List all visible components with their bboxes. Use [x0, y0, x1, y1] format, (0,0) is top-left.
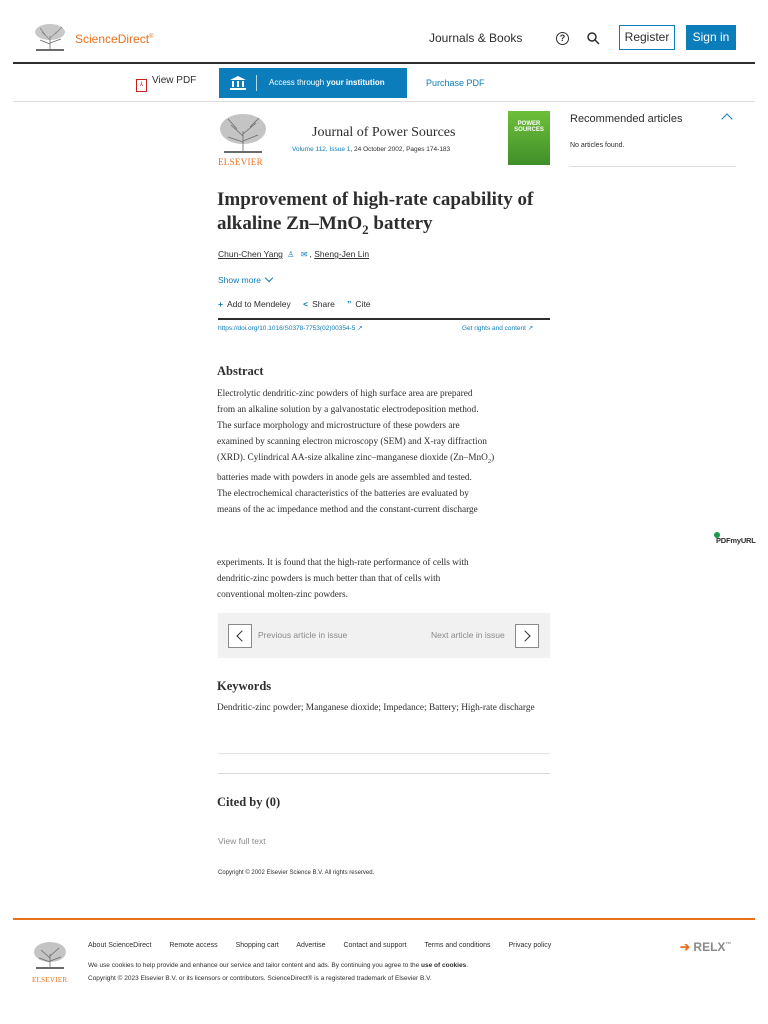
chevron-right-icon: [519, 630, 530, 641]
elsevier-tree-logo[interactable]: [32, 22, 68, 52]
section-divider: [218, 753, 550, 754]
keywords-heading: Keywords: [217, 679, 272, 693]
next-article-label[interactable]: Next article in issue: [431, 630, 505, 640]
recommended-divider: [569, 166, 736, 167]
volume-issue-link[interactable]: Volume 112, Issue 1: [292, 146, 351, 153]
chevron-left-icon: [236, 630, 247, 641]
recommended-articles-heading: Recommended articles: [570, 113, 683, 125]
footer-link-contact[interactable]: Contact and support: [343, 942, 407, 949]
footer-link-terms[interactable]: Terms and conditions: [424, 942, 491, 949]
author-link[interactable]: Chun-Chen Yang: [218, 249, 283, 259]
pdfmyurl-badge[interactable]: PDFmyURL: [714, 532, 756, 545]
cited-by-heading: Cited by (0): [217, 795, 281, 809]
previous-article-button[interactable]: [228, 624, 252, 648]
search-icon[interactable]: [587, 32, 600, 45]
abstract-text: Electrolytic dendritic-zinc powders of high surface area are prepared from an alkaline solution by a galvanostatic electrodeposition method. The surface morphology and microstructure of these powders are examined by scanning electron microscopy (SEM) and X-ray diffraction (XRD). Cylindrical AA-size alkaline zinc–manganese dioxide (Zn–MnO$_2$) batteries made with powders in anode gels are assembled and tested. The electrochemical characteristics of the batteries are evaluated by means of the ac impedance method and the constant-current discharge: [217, 389, 495, 515]
cite-button[interactable]: ” Cite: [347, 299, 371, 309]
footer-link-about[interactable]: About ScienceDirect: [88, 942, 152, 949]
footer-divider: [13, 918, 755, 920]
sign-in-button[interactable]: Sign in: [686, 25, 736, 50]
pdf-icon: ⅄: [136, 79, 147, 92]
elsevier-wordmark: ELSEVIER: [218, 157, 263, 167]
footer-links: [88, 942, 567, 949]
access-label: Access through your institution: [269, 78, 385, 87]
relx-logo[interactable]: ➔ RELX™: [680, 940, 732, 954]
header-divider: [13, 62, 755, 64]
email-icon[interactable]: ✉: [300, 250, 308, 259]
article-header-divider: [218, 318, 550, 320]
footer-copyright: Copyright © 2023 Elsevier B.V. or its licensors or contributors. ScienceDirect® is a registered trademark of Elsevier B.V.: [88, 975, 432, 982]
get-rights-link[interactable]: Get rights and content ↗: [462, 325, 534, 332]
quote-icon: ”: [347, 299, 352, 309]
share-button[interactable]: < Share: [303, 299, 335, 309]
button-separator: [256, 75, 257, 91]
elsevier-tree-logo[interactable]: [218, 111, 268, 155]
keywords-list: Dendritic-zinc powder; Manganese dioxide; Impedance; Battery; High-rate discharge: [217, 703, 535, 713]
external-link-icon: ↗: [527, 325, 534, 332]
author-list: Chun-Chen Yang ♙ ✉ , Sheng-Jen Lin: [218, 249, 370, 259]
footer-link-shopping-cart[interactable]: Shopping cart: [235, 942, 279, 949]
register-button[interactable]: Register: [619, 25, 675, 50]
previous-article-label[interactable]: Previous article in issue: [258, 630, 348, 640]
view-full-text-link[interactable]: View full text: [218, 836, 266, 846]
relx-icon: ➔: [680, 940, 691, 954]
person-icon[interactable]: ♙: [287, 250, 295, 259]
article-copyright: Copyright © 2002 Elsevier Science B.V. All rights reserved.: [218, 870, 375, 876]
footer-link-privacy[interactable]: Privacy policy: [508, 942, 552, 949]
article-title: Improvement of high-rate capability of alkaline Zn–MnO$_2$ battery: [217, 189, 534, 237]
journal-cover-image[interactable]: POWER SOURCES: [508, 111, 550, 165]
add-to-mendeley-button[interactable]: + Add to Mendeley: [218, 299, 291, 309]
view-pdf-label: View PDF: [152, 75, 197, 86]
chevron-up-icon[interactable]: [721, 113, 732, 124]
share-icon: <: [303, 299, 309, 309]
sciencedirect-logo[interactable]: ScienceDirect®: [75, 32, 154, 46]
footer-link-remote-access[interactable]: Remote access: [169, 942, 218, 949]
elsevier-tree-logo[interactable]: [32, 940, 68, 970]
abstract-text-continued: experiments. It is found that the high-rate performance of cells with dendritic-zinc powders is much better than that of cells with conventional molten-zinc powders.: [217, 558, 469, 600]
show-more-button[interactable]: Show more: [218, 275, 272, 285]
article-actions: [218, 299, 381, 309]
chevron-down-icon: [265, 274, 273, 282]
cookie-notice: We use cookies to help provide and enhance our service and tailor content and ads. By continuing you agree to the use of cookies.: [88, 962, 469, 969]
access-through-institution-button[interactable]: [219, 68, 407, 98]
view-pdf-link[interactable]: [136, 75, 196, 92]
institution-icon: [230, 76, 246, 90]
toolbar-divider: [13, 101, 755, 102]
external-link-icon: ↗: [357, 325, 363, 332]
elsevier-wordmark: ELSEVIER: [32, 976, 68, 984]
abstract-heading: Abstract: [217, 364, 264, 378]
question-circle-icon[interactable]: ?: [556, 32, 569, 45]
author-link[interactable]: Sheng-Jen Lin: [314, 249, 370, 259]
footer-link-advertise[interactable]: Advertise: [296, 942, 326, 949]
doi-link[interactable]: https://doi.org/10.1016/S0378-7753(02)00354-5 ↗: [218, 325, 363, 332]
no-articles-note: No articles found.: [570, 142, 625, 149]
issue-navigation: [218, 613, 550, 658]
journals-books-link[interactable]: Journals & Books: [429, 31, 523, 45]
next-article-button[interactable]: [515, 624, 539, 648]
journal-issue-info: Volume 112, Issue 1, 24 October 2002, Pages 174-183: [292, 146, 451, 153]
journal-title[interactable]: Journal of Power Sources: [312, 125, 456, 140]
section-divider: [218, 773, 550, 774]
plus-icon: +: [218, 299, 223, 309]
cookies-link[interactable]: use of cookies: [421, 962, 467, 969]
purchase-pdf-link[interactable]: Purchase PDF: [426, 78, 485, 88]
